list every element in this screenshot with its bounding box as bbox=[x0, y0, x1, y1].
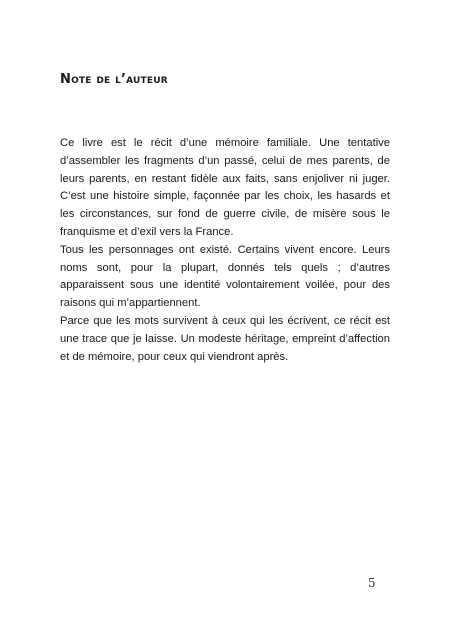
paragraph-2: Tous les personnages ont existé. Certains vivent encore. Leurs noms sont, pour la plupart, donnés tels quels ; d’autres apparaissent sous une identité volontairement voilée, pour des raisons qui m’appartiennent. bbox=[60, 243, 390, 310]
page-number: 5 bbox=[368, 576, 376, 590]
paragraph-1: Ce livre est le récit d’une mémoire familiale. Une tentative d’assembler les fragments d’un passé, celui de mes parents, de leurs parents, en restant fidèle aux faits, sans enjoliver ni juger. C’est une histoire simple, façonnée par les choix, les hasards et les circonstances, sur fond de guerre civile, de misère sous le franquisme et d’exil vers la France. bbox=[60, 137, 390, 238]
paragraph-3: Parce que les mots survivent à ceux qui les écrivent, ce récit est une trace que je laisse. Un modeste héritage, empreint d’affection et de mémoire, pour ceux qui viendront après. bbox=[60, 314, 390, 363]
section-heading: Note de l’auteur bbox=[60, 72, 168, 87]
body-text bbox=[60, 135, 390, 366]
